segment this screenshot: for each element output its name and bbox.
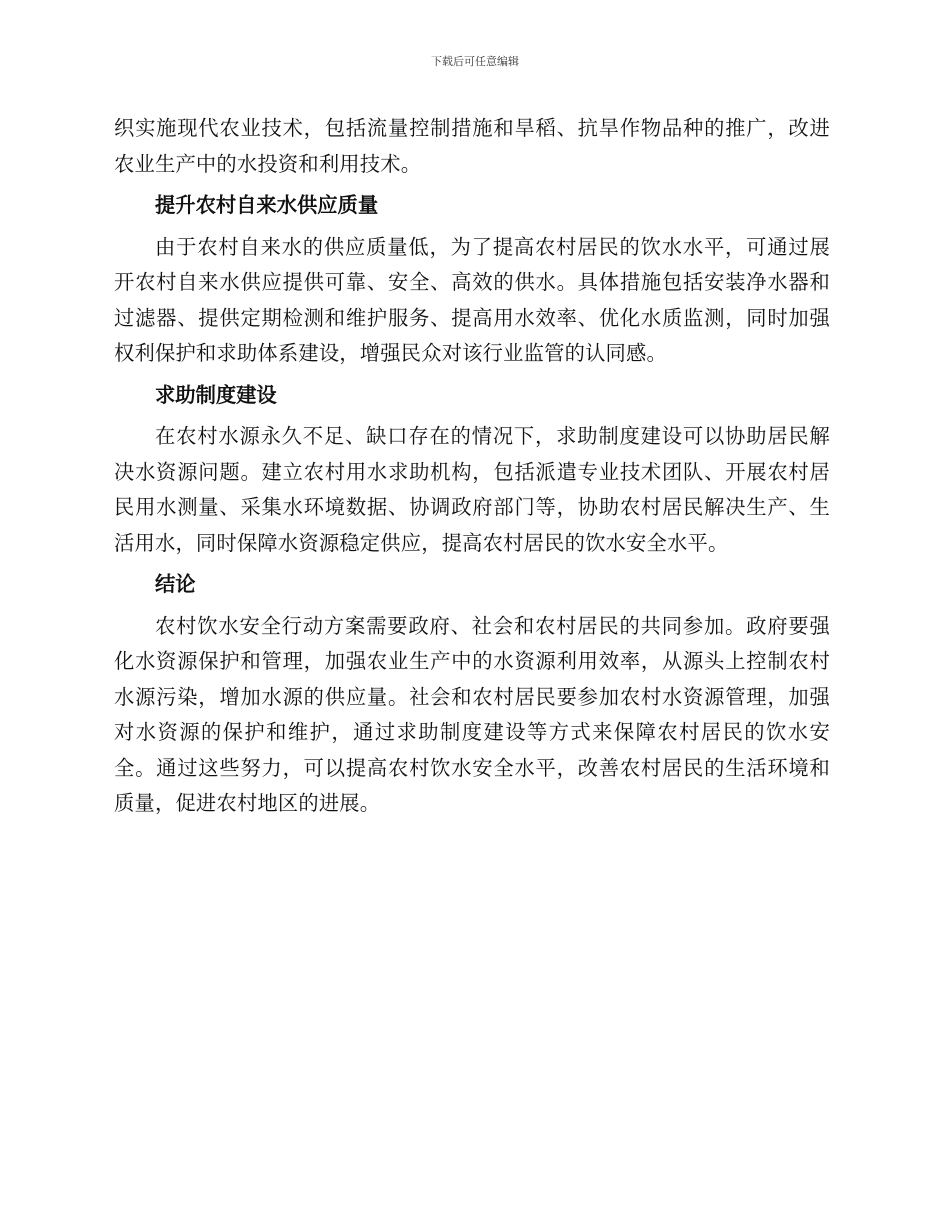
section-heading-assistance: 求助制度建设 [155,382,277,407]
document-body [114,111,830,822]
paragraph-assistance: 在农村水源永久不足、缺口存在的情况下，求助制度建设可以协助居民解决水资源问题。建立农村用水求助机构，包括派遣专业技术团队、开展农村居民用水测量、采集水环境数据、协调政府部门等，协助农村居民解决生产、生活用水，同时保障水资源稳定供应，提高农村居民的饮水安全水平。 [114,424,830,555]
section-heading-water-supply: 提升农村自来水供应质量 [155,193,379,217]
paragraph-continued: 织实施现代农业技术，包括流量控制措施和旱稻、抗旱作物品种的推广，改进农业生产中的水投资和利用技术。 [114,116,830,176]
section-heading-conclusion: 结论 [155,572,196,596]
paragraph-water-supply: 由于农村自来水的供应质量低，为了提高农村居民的饮水水平，可通过展开农村自来水供应提供可靠、安全、高效的供水。具体措施包括安装净水器和过滤器、提供定期检测和维护服务、提高用水效率、优化水质监测，同时加强权利保护和求助体系建设，增强民众对该行业监管的认同感。 [114,234,830,365]
page-header: 下载后可任意编辑 [431,55,519,68]
paragraph-conclusion: 农村饮水安全行动方案需要政府、社会和农村居民的共同参加。政府要强化水资源保护和管理，加强农业生产中的水资源利用效率，从源头上控制农村水源污染，增加水源的供应量。社会和农村居民要参加农村水资源管理，加强对水资源的保护和维护，通过求助制度建设等方式来保障农村居民的饮水安全。通过这些努力，可以提高农村饮水安全水平，改善农村居民的生活环境和质量，促进农村地区的进展。 [114,613,830,815]
